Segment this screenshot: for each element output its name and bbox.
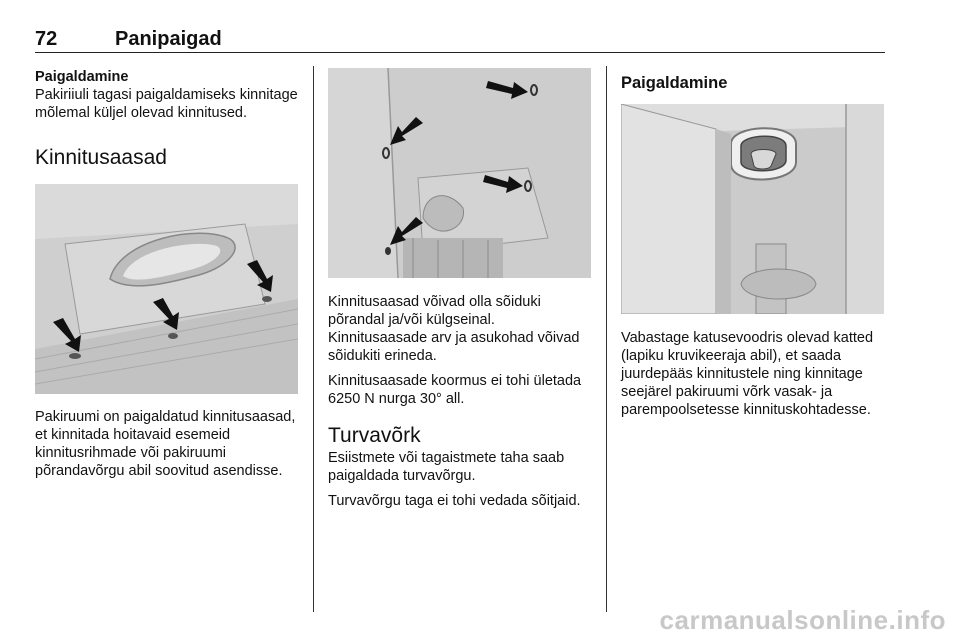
lashing-eyes-sidewall-illustration bbox=[328, 68, 591, 278]
text-placement: Kinnitusaasad võivad olla sõiduki põrandal ja/või külgseinal. Kinnitusaasade arv ja asukohad võivad sõidukiti erineda. bbox=[328, 294, 580, 364]
chapter-title: Panipaigad bbox=[115, 28, 222, 50]
text-safety-net-install: Esiistmete või tagaistmete taha saab paigaldada turvavõrgu. bbox=[328, 450, 565, 484]
column-divider bbox=[313, 66, 314, 612]
body-text: Pakiruumi on paigaldatud kinnitusaasad, et kinnitada hoitavaid esemeid kinnitusrihmade või pakiruumi põrandavõrgu abil soovitud asendisse. bbox=[35, 409, 296, 479]
section-title-safety-net: Turvavõrk bbox=[328, 424, 421, 447]
text-load-limit: Kinnitusaasade koormus ei tohi ületada 6250 N nurga 30° all. bbox=[328, 373, 582, 407]
section-title-lashing-eyes: Kinnitusaasad bbox=[35, 146, 167, 169]
body-text: Vabastage katusevoodris olevad katted (lapiku kruvikeeraja abil), et saada juurdepääs kinnitustele ning kinnitage seejärel pakiruumi võrk vasak- ja parempoolsetesse kinnituskohtadesse. bbox=[621, 330, 874, 418]
section-title-installation: Paigaldamine bbox=[621, 74, 728, 92]
net-mounting-illustration bbox=[621, 104, 884, 314]
column-divider bbox=[606, 66, 607, 612]
column-2 bbox=[328, 68, 593, 517]
subheading-installation: Paigaldamine bbox=[35, 69, 129, 85]
page-number: 72 bbox=[35, 28, 58, 50]
text-safety-net-warning: Turvavõrgu taga ei tohi vedada sõitjaid. bbox=[328, 493, 581, 509]
lashing-eyes-floor-illustration bbox=[35, 184, 298, 394]
column-3 bbox=[621, 68, 886, 426]
watermark: carmanualsonline.info bbox=[659, 605, 946, 635]
intro-text: Pakiriiuli tagasi paigaldamiseks kinnitage mõlemal küljel olevad kinnitused. bbox=[35, 87, 298, 121]
column-1 bbox=[35, 68, 300, 487]
page-header bbox=[35, 26, 885, 53]
